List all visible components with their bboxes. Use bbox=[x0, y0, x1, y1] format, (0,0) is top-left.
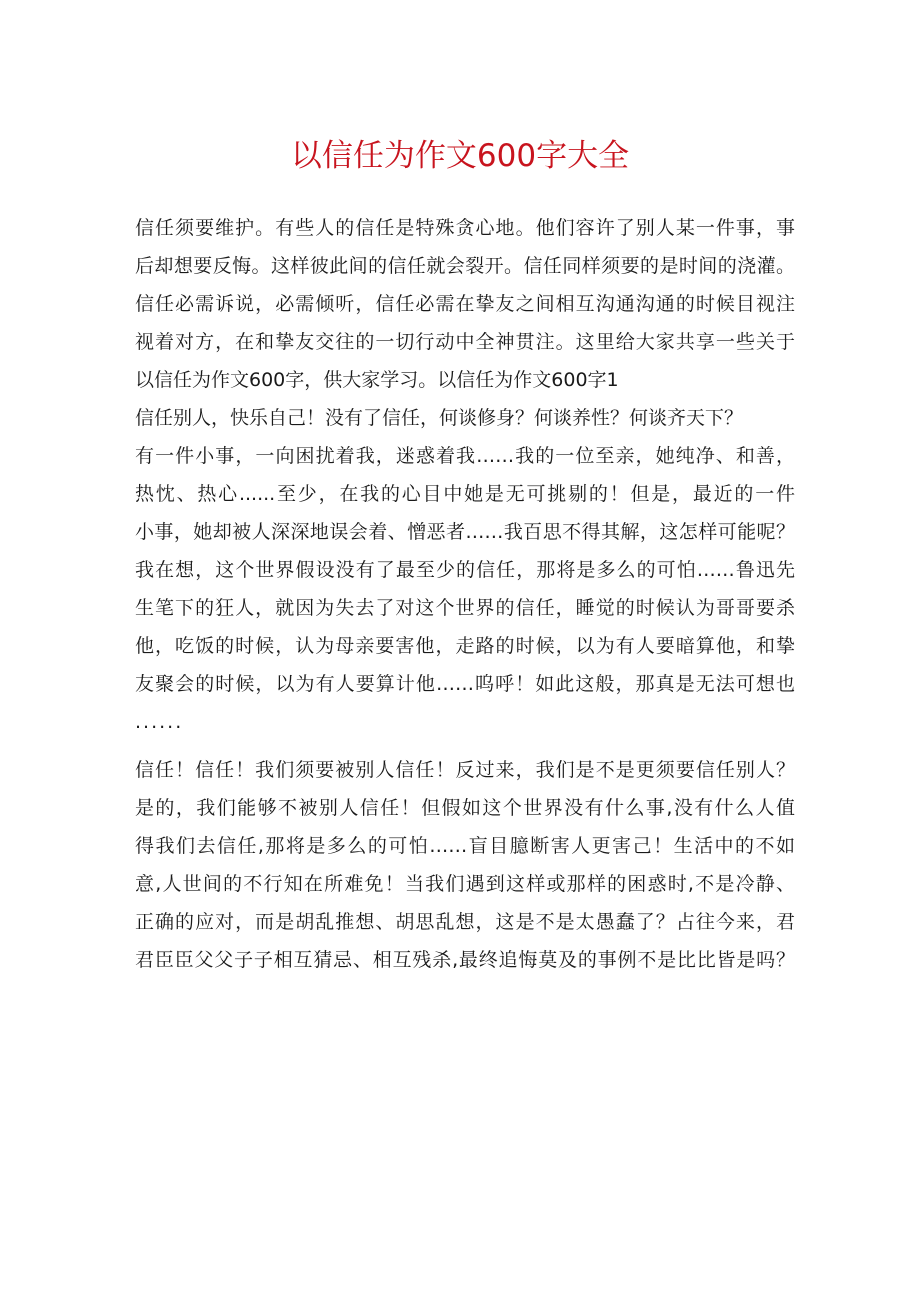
paragraph-gap bbox=[135, 741, 795, 751]
text-line: 小事，她却被人深深地误会着、憎恶者……我百思不得其解，这怎样可能呢？ bbox=[135, 521, 795, 543]
text-line: 后却想要反悔。这样彼此间的信任就会裂开。信任同样须要的是时间的浇灌。 bbox=[135, 255, 795, 277]
text-line: 我在想，这个世界假设没有了最至少的信任，那将是多么的可怕……鲁迅先 bbox=[135, 559, 795, 581]
text-line: 以信任为作文600字，供大家学习。以信任为作文600字1 bbox=[135, 369, 619, 391]
text-line: 得我们去信任,那将是多么的可怕……盲目臆断害人更害己！生活中的不如 bbox=[135, 835, 795, 857]
document-title: 以信任为作文600字大全 bbox=[290, 138, 630, 174]
text-line: 君臣臣父父子子相互猜忌、相互残杀,最终追悔莫及的事例不是比比皆是吗？ bbox=[135, 949, 795, 971]
text-line: 生笔下的狂人，就因为失去了对这个世界的信任，睡觉的时候认为哥哥要杀 bbox=[135, 597, 795, 619]
text-line: 信任须要维护。有些人的信任是特殊贪心地。他们容许了别人某一件事，事 bbox=[135, 217, 795, 239]
text-line: 他，吃饭的时候，认为母亲要害他，走路的时候，以为有人要暗算他，和挚 bbox=[135, 635, 795, 657]
text-line: ...... bbox=[135, 711, 184, 733]
text-line: 信任！信任！我们须要被别人信任！反过来，我们是不是更须要信任别人？ bbox=[135, 759, 795, 781]
text-line: 友聚会的时候，以为有人要算计他……呜呼！如此这般，那真是无法可想也 bbox=[135, 673, 795, 695]
text-line: 热忱、热心......至少，在我的心目中她是无可挑剔的！但是，最近的一件 bbox=[135, 483, 795, 505]
text-line: 信任必需诉说，必需倾听，信任必需在挚友之间相互沟通沟通的时候目视注 bbox=[135, 293, 795, 315]
text-line: 有一件小事，一向困扰着我，迷惑着我……我的一位至亲，她纯净、和善， bbox=[135, 445, 795, 467]
text-line: 信任别人，快乐自己！没有了信任，何谈修身？何谈养性？何谈齐天下？ bbox=[135, 407, 744, 429]
document-body bbox=[135, 209, 795, 979]
text-line: 意,人世间的不行知在所难免！当我们遇到这样或那样的困惑时,不是冷静、 bbox=[135, 873, 795, 895]
text-line: 正确的应对，而是胡乱推想、胡思乱想，这是不是太愚蠢了？占往今来，君 bbox=[135, 911, 795, 933]
text-line: 视着对方，在和挚友交往的一切行动中全神贯注。这里给大家共享一些关于 bbox=[135, 331, 795, 353]
text-line: 是的，我们能够不被别人信任！但假如这个世界没有什么事,没有什么人值 bbox=[135, 797, 795, 819]
